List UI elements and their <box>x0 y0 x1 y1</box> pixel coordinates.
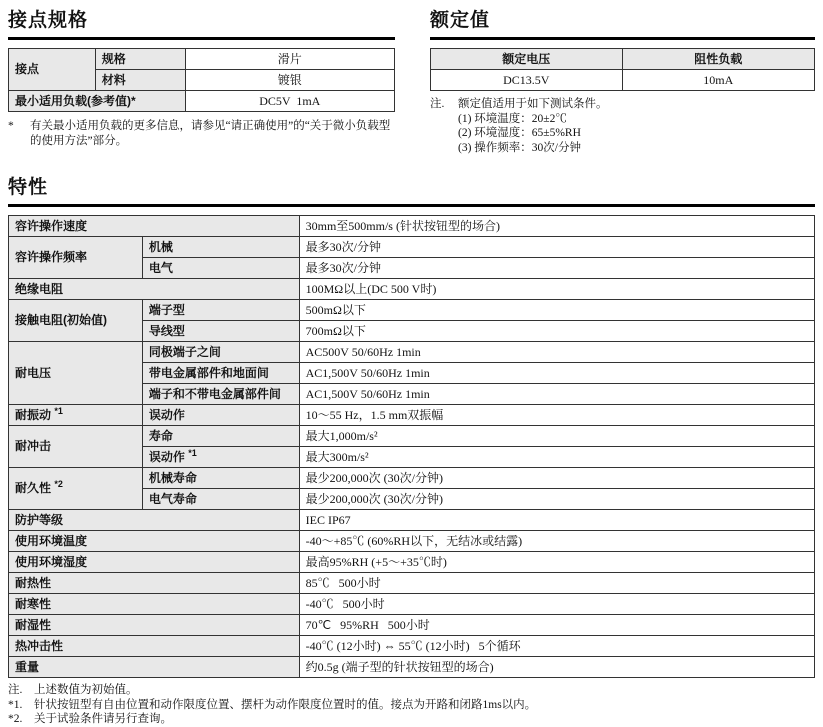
row-sublabel: 同极端子之间 <box>142 342 299 363</box>
table-row <box>9 342 815 363</box>
row-value: 最少200,000次 (30次/分钟) <box>299 468 814 489</box>
row-value: 500mΩ以下 <box>299 300 814 321</box>
table-row <box>9 237 815 258</box>
rated-voltage-value: DC13.5V <box>431 70 623 91</box>
row-sublabel: 端子和不带电金属部件间 <box>142 384 299 405</box>
table-row <box>9 405 815 426</box>
row-value: AC1,500V 50/60Hz 1min <box>299 363 814 384</box>
row-value: 最高95%RH (+5～+35℃时) <box>299 552 814 573</box>
characteristics-title: 特性 <box>8 177 815 207</box>
row-value: 100MΩ以上(DC 500 V时) <box>299 279 814 300</box>
spec-label-cell: 规格 <box>95 49 185 70</box>
resistive-load-value: 10mA <box>622 70 814 91</box>
row-label: 耐电压 <box>9 342 143 405</box>
footnote-marker: * <box>8 120 14 132</box>
row-label <box>9 468 143 510</box>
rated-voltage-header: 额定电压 <box>431 49 623 70</box>
material-value-cell: 镀银 <box>185 70 394 91</box>
table-row <box>9 573 815 594</box>
rated-values-table <box>430 48 815 91</box>
row-label: 耐寒性 <box>9 594 300 615</box>
note-line <box>8 683 815 698</box>
row-value: -40℃ (12小时) ⇔ 55℃ (12小时) 5个循环 <box>299 636 814 657</box>
row-label: 耐湿性 <box>9 615 300 636</box>
row-label-text: 耐振动 <box>15 407 55 422</box>
rated-values-section <box>430 10 815 155</box>
note-marker: *2. <box>8 713 23 725</box>
table-row <box>9 615 815 636</box>
row-value: 10～55 Hz，1.5 mm双振幅 <box>299 405 814 426</box>
row-sublabel: 导线型 <box>142 321 299 342</box>
row-label: 接触电阻(初始值) <box>9 300 143 342</box>
min-load-value-cell: DC5V 1mA <box>185 91 394 112</box>
row-value: 最大1,000m/s² <box>299 426 814 447</box>
table-row <box>9 91 395 112</box>
footnote-ref: *1 <box>54 405 63 416</box>
bottom-notes <box>8 683 815 727</box>
table-row <box>9 468 815 489</box>
row-sublabel: 端子型 <box>142 300 299 321</box>
row-value: AC1,500V 50/60Hz 1min <box>299 384 814 405</box>
row-sublabel: 机械 <box>142 237 299 258</box>
row-label: 热冲击性 <box>9 636 300 657</box>
table-row <box>9 657 815 678</box>
row-label: 容许操作速度 <box>9 216 300 237</box>
footnote-ref: *2 <box>54 479 63 489</box>
row-value: AC500V 50/60Hz 1min <box>299 342 814 363</box>
footnote-text: 有关最小适用负载的更多信息，请参见“请正确使用”的“关于微小负载型的使用方法”部分。 <box>30 120 391 147</box>
table-row <box>431 70 815 91</box>
note-line <box>8 698 815 713</box>
row-value: -40℃ 500小时 <box>299 594 814 615</box>
row-label: 防护等级 <box>9 510 300 531</box>
table-row <box>9 279 815 300</box>
note-text <box>458 97 815 155</box>
table-header-row <box>431 49 815 70</box>
contact-label-cell: 接点 <box>9 49 96 91</box>
characteristics-table <box>8 215 815 678</box>
row-label: 耐热性 <box>9 573 300 594</box>
note-text: 针状按钮型有自由位置和动作限度位置、摆杆为动作限度位置时的值。接点为开路和闭路1ms以内。 <box>34 698 537 711</box>
row-value: 30mm至500mm/s (针状按钮型的场合) <box>299 216 814 237</box>
note-marker: 注. <box>430 98 445 110</box>
note-line <box>8 712 815 727</box>
table-row <box>9 594 815 615</box>
note-marker: 注. <box>8 684 23 696</box>
row-sublabel: 误动作 <box>142 405 299 426</box>
row-sublabel: 电气 <box>142 258 299 279</box>
table-row <box>9 216 815 237</box>
row-label <box>9 405 143 426</box>
row-value: 70℃ 95%RH 500小时 <box>299 615 814 636</box>
contact-spec-title: 接点规格 <box>8 10 395 40</box>
row-sublabel: 电气寿命 <box>142 489 299 510</box>
row-label: 使用环境湿度 <box>9 552 300 573</box>
table-row <box>9 426 815 447</box>
resistive-load-header: 阻性负载 <box>622 49 814 70</box>
note-text: 关于试验条件请另行查询。 <box>34 713 172 725</box>
row-label: 耐冲击 <box>9 426 143 468</box>
row-value: 85℃ 500小时 <box>299 573 814 594</box>
table-row <box>9 49 395 70</box>
row-sublabel-text: 误动作 <box>148 449 189 464</box>
row-value: 最大300m/s² <box>299 447 814 468</box>
rated-values-note <box>430 97 815 155</box>
note-item: (1) 环境温度：20±2℃ <box>458 112 567 125</box>
row-label-text: 耐久性 <box>15 481 55 495</box>
note-intro: 额定值适用于如下测试条件。 <box>458 98 608 110</box>
row-sublabel <box>142 447 299 468</box>
table-row <box>9 531 815 552</box>
top-area <box>8 10 815 155</box>
row-value: 最多30次/分钟 <box>299 237 814 258</box>
row-label: 重量 <box>9 657 300 678</box>
row-value: -40～+85℃ (60%RH以下，无结冰或结露) <box>299 531 814 552</box>
row-sublabel: 寿命 <box>142 426 299 447</box>
contact-spec-table <box>8 48 395 112</box>
table-row <box>9 300 815 321</box>
row-sublabel: 带电金属部件和地面间 <box>142 363 299 384</box>
row-value: 最多30次/分钟 <box>299 258 814 279</box>
contact-spec-footnote <box>8 119 395 148</box>
note-marker: *1. <box>8 698 23 711</box>
row-value: 700mΩ以下 <box>299 321 814 342</box>
note-text: 上述数值为初始值。 <box>34 684 138 696</box>
note-item: (2) 环境湿度：65±5%RH <box>458 127 581 139</box>
table-row <box>9 552 815 573</box>
table-row <box>9 636 815 657</box>
row-value: IEC IP67 <box>299 510 814 531</box>
row-sublabel: 机械寿命 <box>142 468 299 489</box>
characteristics-section <box>8 177 815 678</box>
row-label: 绝缘电阻 <box>9 279 300 300</box>
row-label: 容许操作频率 <box>9 237 143 279</box>
table-row <box>9 510 815 531</box>
contact-spec-section <box>8 10 395 155</box>
spec-value-cell: 滑片 <box>185 49 394 70</box>
rated-values-title: 额定值 <box>430 10 815 40</box>
material-label-cell: 材料 <box>95 70 185 91</box>
note-item: (3) 操作频率：30次/分钟 <box>458 141 581 154</box>
footnote-ref: *1 <box>188 447 197 458</box>
row-value: 最少200,000次 (30次/分钟) <box>299 489 814 510</box>
row-value: 约0.5g (端子型的针状按钮型的场合) <box>299 657 814 678</box>
row-label: 使用环境温度 <box>9 531 300 552</box>
min-load-label-cell: 最小适用负载(参考值)* <box>9 91 186 112</box>
